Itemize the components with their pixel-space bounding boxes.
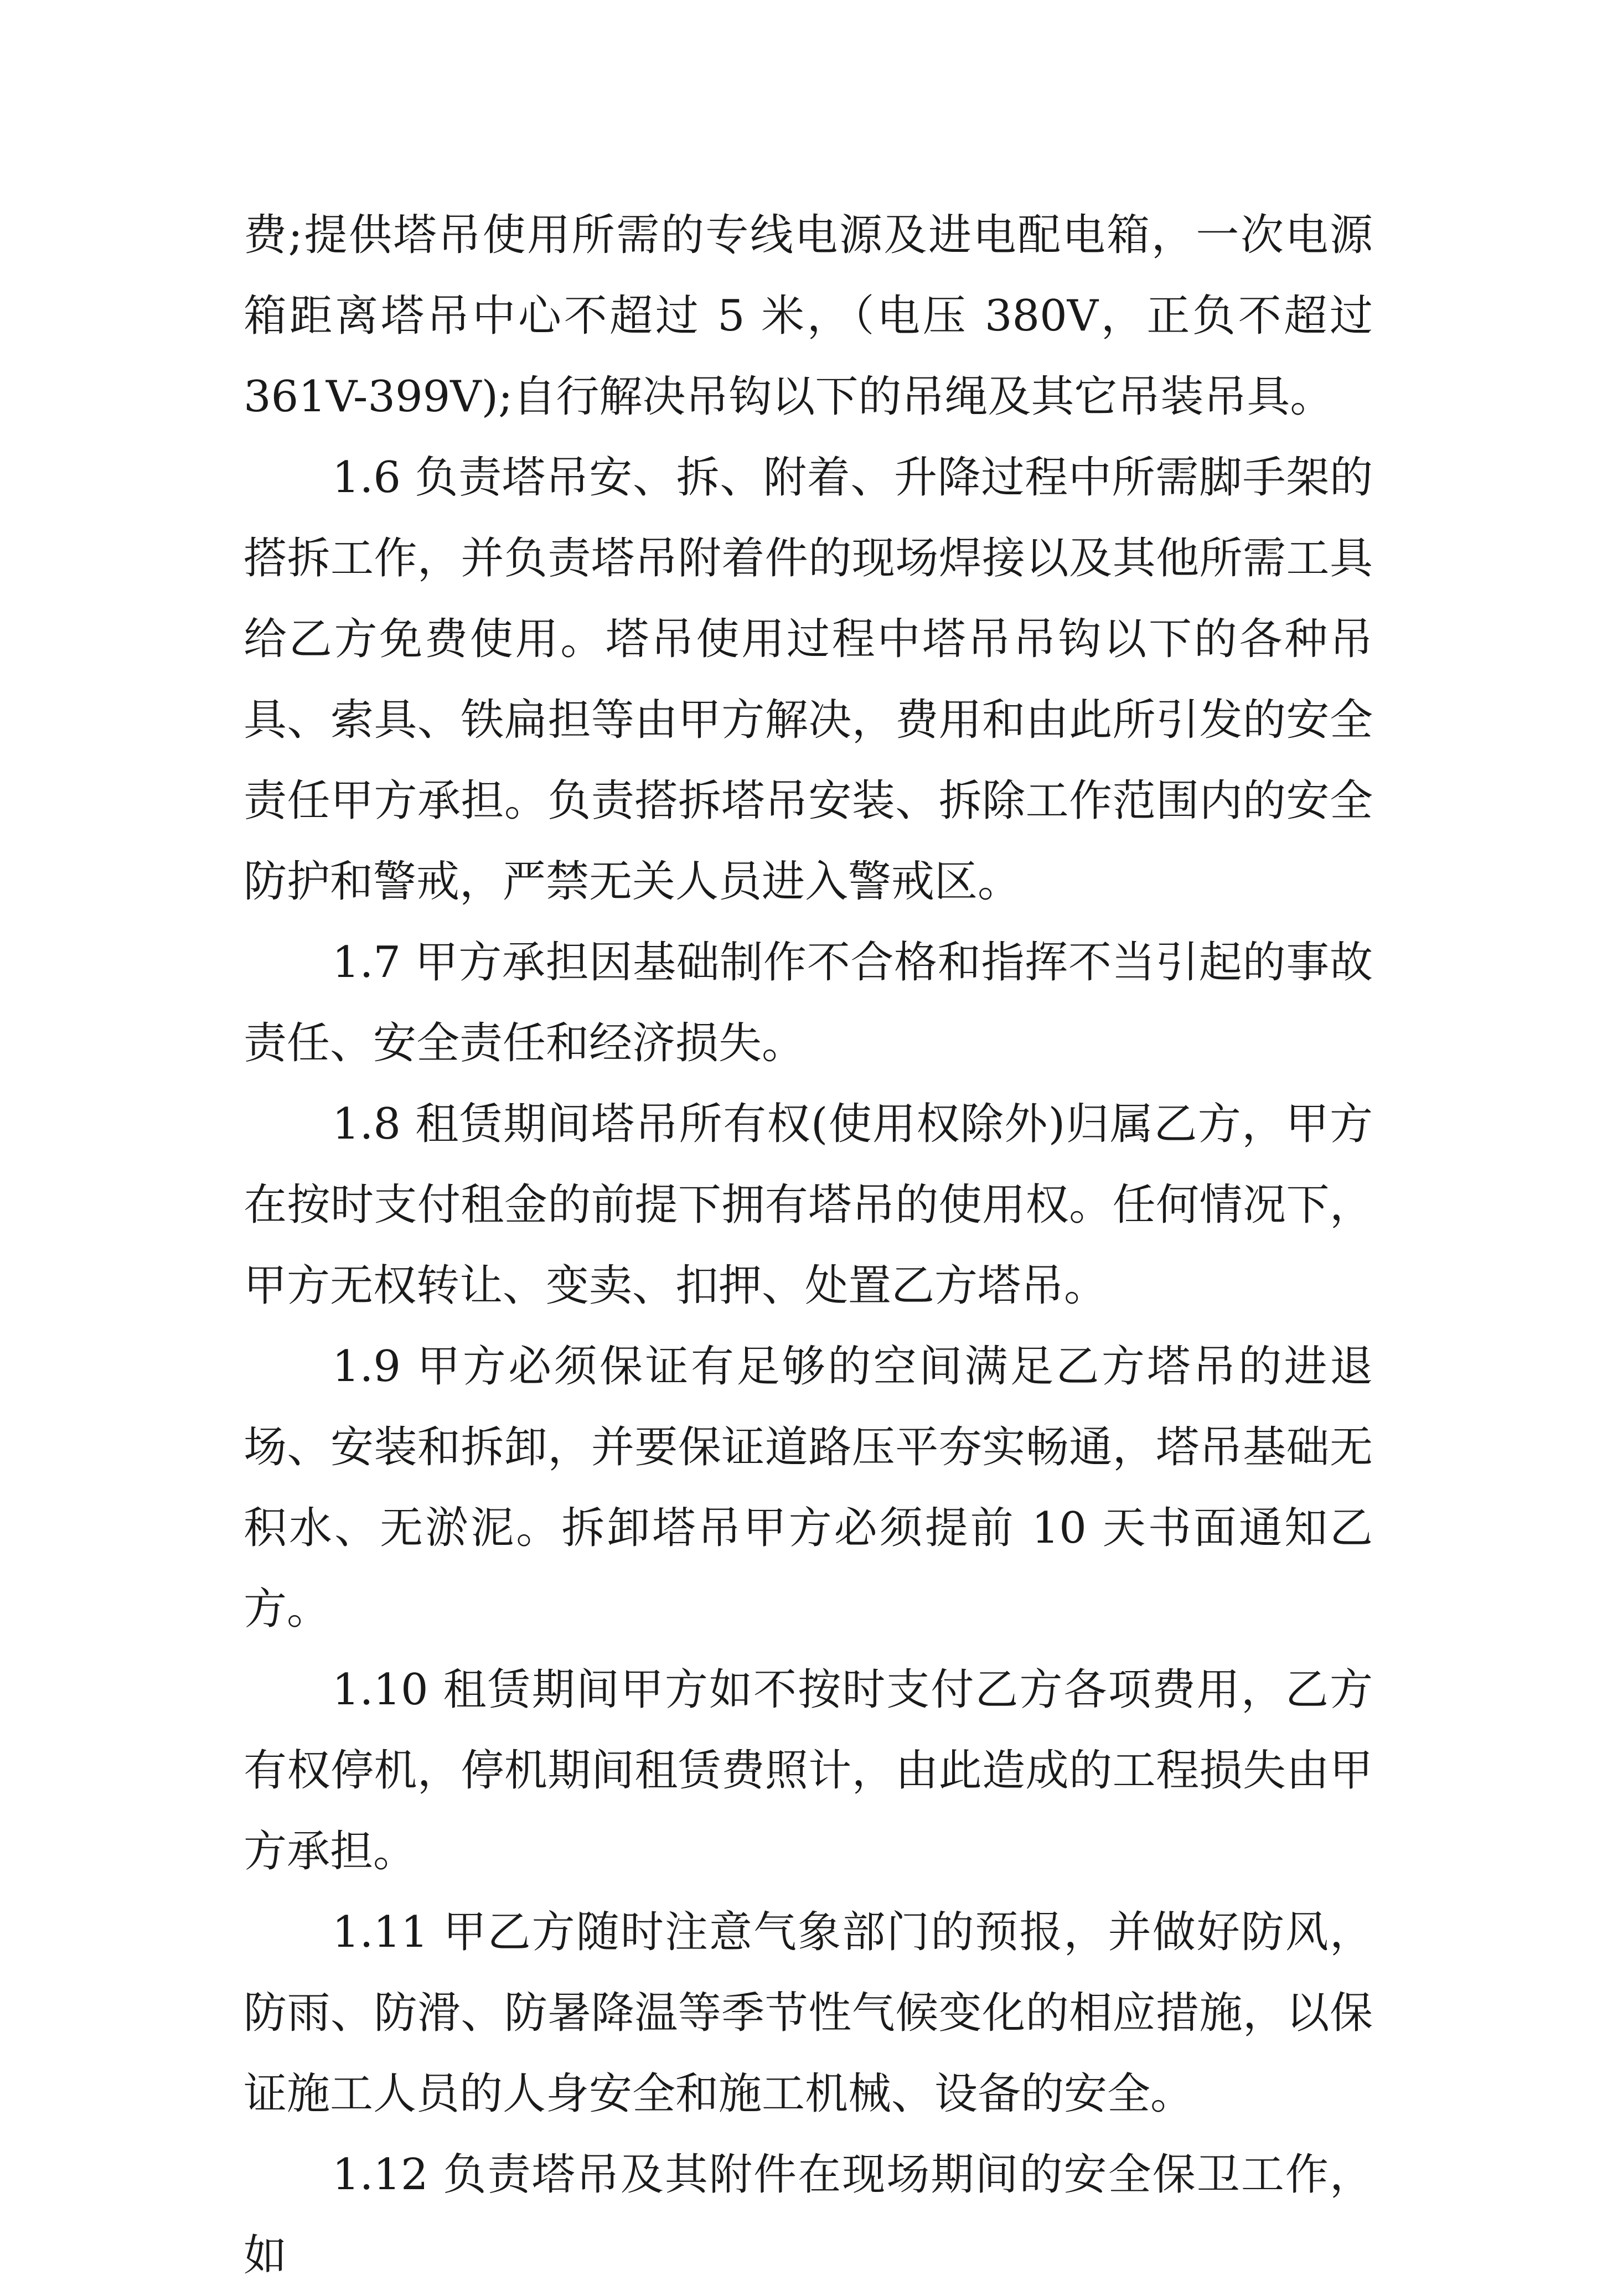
paragraph-1-12: 1.12 负责塔吊及其附件在现场期间的安全保卫工作，如 bbox=[244, 2150, 1373, 2281]
paragraph-1-10: 1.10 租赁期间甲方如不按时支付乙方各项费用，乙方有权停机，停机期间租赁费照计，由此造成的工程损失由甲方承担。 bbox=[244, 1665, 1373, 1876]
paragraph-power-supply: 费;提供塔吊使用所需的专线电源及进电配电箱，一次电源箱距离塔吊中心不超过 5 米，（电压 380V，正负不超过 361V-399V);自行解决吊钩以下的吊绳及其它吊装吊具。 bbox=[244, 210, 1373, 422]
document-body bbox=[244, 195, 1373, 2296]
paragraph-1-6: 1.6 负责塔吊安、拆、附着、升降过程中所需脚手架的搭拆工作，并负责塔吊附着件的现场焊接以及其他所需工具给乙方免费使用。塔吊使用过程中塔吊吊钩以下的各种吊具、索具、铁扁担等由甲方解决，费用和由此所引发的安全责任甲方承担。负责搭拆塔吊安装、拆除工作范围内的安全防护和警戒，严禁无关人员进入警戒区。 bbox=[244, 453, 1373, 907]
paragraph-1-8: 1.8 租赁期间塔吊所有权(使用权除外)归属乙方，甲方在按时支付租金的前提下拥有塔吊的使用权。任何情况下，甲方无权转让、变卖、扣押、处置乙方塔吊。 bbox=[244, 1099, 1373, 1311]
paragraph-1-9: 1.9 甲方必须保证有足够的空间满足乙方塔吊的进退场、安装和拆卸，并要保证道路压平夯实畅通，塔吊基础无积水、无淤泥。拆卸塔吊甲方必须提前 10 天书面通知乙方。 bbox=[244, 1342, 1373, 1634]
paragraph-1-7: 1.7 甲方承担因基础制作不合格和指挥不当引起的事故责任、安全责任和经济损失。 bbox=[244, 938, 1373, 1068]
paragraph-1-11: 1.11 甲乙方随时注意气象部门的预报，并做好防风，防雨、防滑、防暑降温等季节性气候变化的相应措施，以保证施工人员的人身安全和施工机械、设备的安全。 bbox=[244, 1907, 1373, 2119]
